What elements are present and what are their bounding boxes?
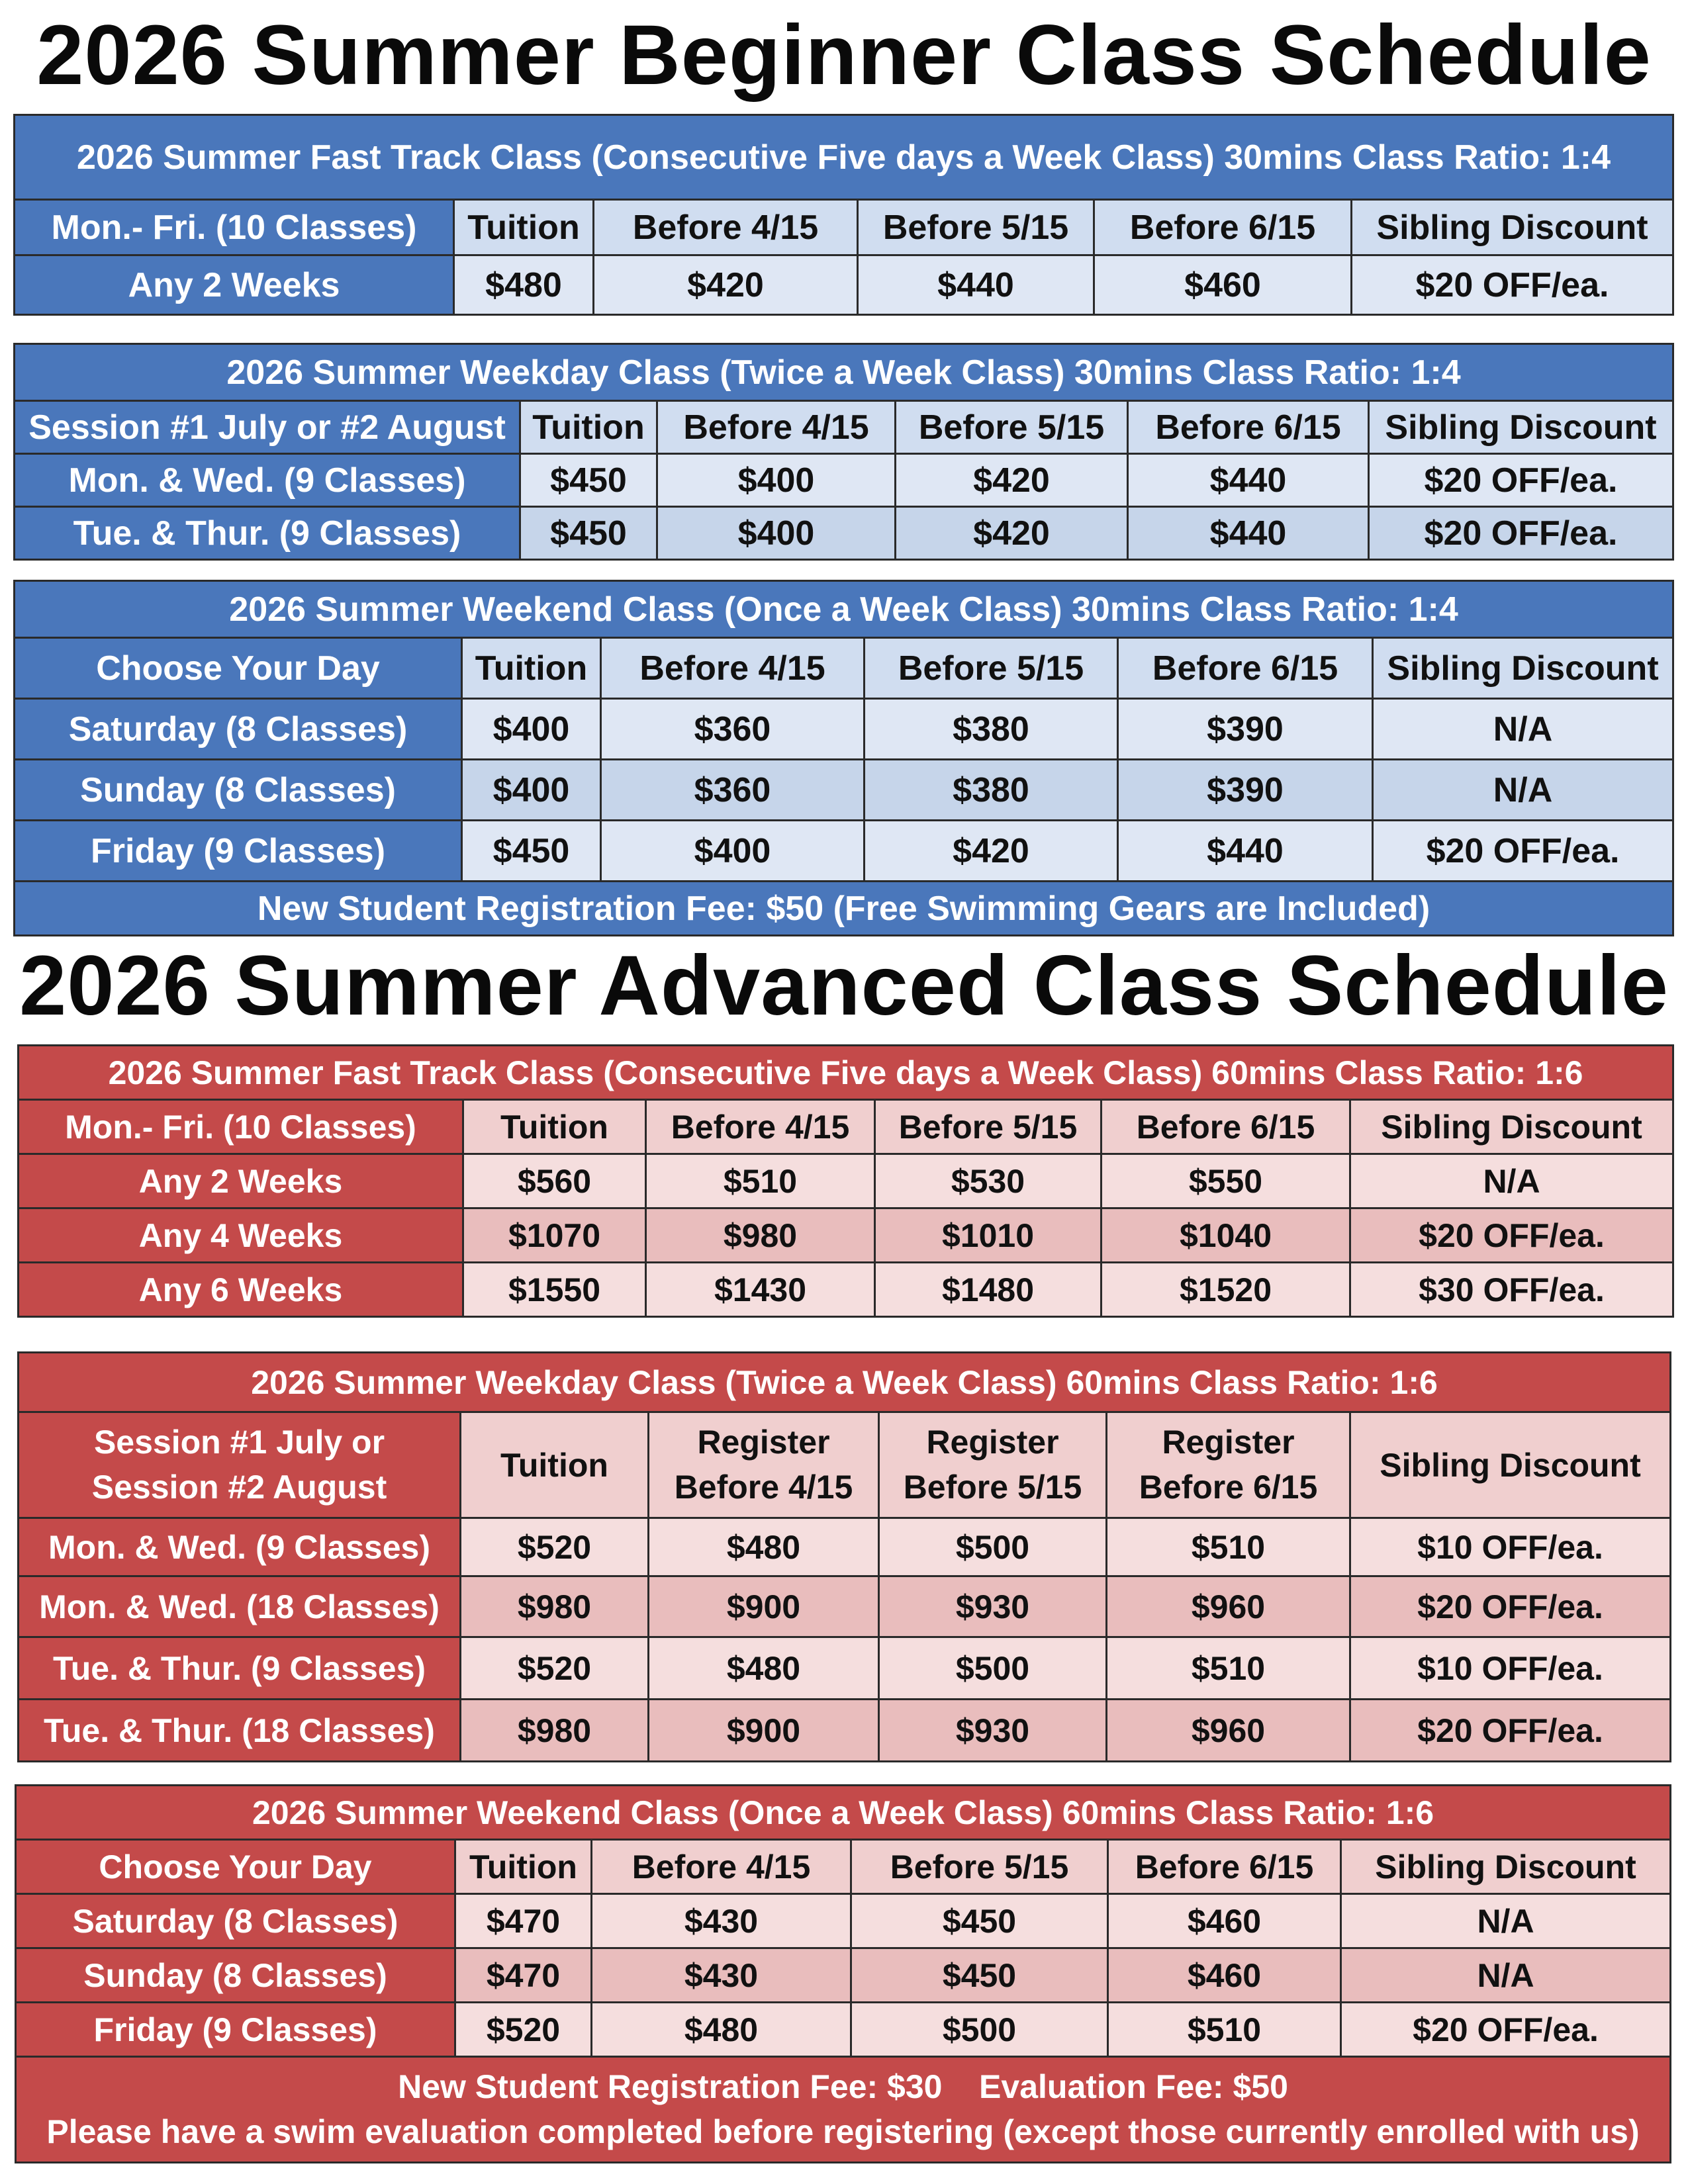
table-cell: $20 OFF/ea. <box>1350 1208 1673 1263</box>
row-label: Mon. & Wed. (9 Classes) <box>15 454 520 507</box>
table-cell: $1070 <box>463 1208 646 1263</box>
table-cell: $30 OFF/ea. <box>1350 1263 1673 1317</box>
table-cell: N/A <box>1341 1894 1671 1948</box>
column-header: Sibling Discount <box>1369 401 1673 454</box>
table-row <box>15 760 1673 821</box>
column-header-line: Before 5/15 <box>903 1468 1082 1506</box>
column-header: Before 5/15 <box>865 638 1118 699</box>
table-cell: $930 <box>879 1576 1107 1637</box>
column-header: Tuition <box>454 200 594 255</box>
table-cell: $430 <box>592 1894 851 1948</box>
table-cell: $980 <box>461 1576 649 1637</box>
column-header: Before 6/15 <box>1118 638 1373 699</box>
row-label: Mon. & Wed. (9 Classes) <box>19 1518 461 1576</box>
column-header-register <box>879 1412 1107 1518</box>
table-row <box>19 1700 1671 1762</box>
row-label: Sunday (8 Classes) <box>16 1948 455 2003</box>
table-cell: $400 <box>657 507 896 560</box>
table-row <box>15 699 1673 760</box>
table-cell: $360 <box>601 699 865 760</box>
table-cell: $450 <box>851 1948 1108 2003</box>
table-cell: $380 <box>865 699 1118 760</box>
table-header: 2026 Summer Weekend Class (Once a Week Class) 60mins Class Ratio: 1:6 <box>16 1786 1671 1840</box>
column-header: Tuition <box>462 638 601 699</box>
table-cell: $1550 <box>463 1263 646 1317</box>
column-header: Mon.- Fri. (10 Classes) <box>15 200 454 255</box>
column-header: Before 6/15 <box>1102 1100 1350 1154</box>
column-header: Before 4/15 <box>592 1840 851 1894</box>
table-cell: $360 <box>601 760 865 821</box>
column-header: Before 4/15 <box>594 200 858 255</box>
table-cell: $440 <box>1118 821 1373 882</box>
table-cell: $500 <box>879 1637 1107 1700</box>
table-cell: $1010 <box>875 1208 1102 1263</box>
table-row <box>15 454 1673 507</box>
table-cell: $440 <box>1128 507 1369 560</box>
advanced-weekend-table <box>15 1784 1671 2163</box>
table-cell: $450 <box>462 821 601 882</box>
table-header: 2026 Summer Weekend Class (Once a Week Class) 30mins Class Ratio: 1:4 <box>15 581 1673 638</box>
table-cell: $1520 <box>1102 1263 1350 1317</box>
table-cell: $900 <box>649 1700 879 1762</box>
column-header-line: Before 6/15 <box>1139 1468 1318 1506</box>
table-row <box>19 1208 1673 1263</box>
table-cell: $20 OFF/ea. <box>1369 454 1673 507</box>
column-header-line: Session #2 August <box>91 1468 387 1506</box>
column-header: Sibling Discount <box>1373 638 1673 699</box>
table-cell: $560 <box>463 1154 646 1208</box>
table-cell: $480 <box>649 1637 879 1700</box>
row-label: Friday (9 Classes) <box>16 2003 455 2057</box>
beginner-fast-track-table <box>13 114 1674 316</box>
table-cell: $420 <box>896 507 1128 560</box>
column-header: Sibling Discount <box>1352 200 1673 255</box>
column-header: Sibling Discount <box>1350 1100 1673 1154</box>
table-cell: $550 <box>1102 1154 1350 1208</box>
table-footer: New Student Registration Fee: $50 (Free Swimming Gears are Included) <box>15 882 1673 936</box>
table-cell: $390 <box>1118 760 1373 821</box>
table-header: 2026 Summer Weekday Class (Twice a Week Class) 60mins Class Ratio: 1:6 <box>19 1353 1671 1412</box>
column-header: Tuition <box>520 401 657 454</box>
footer-fees: New Student Registration Fee: $30 Evaluation Fee: $50 <box>398 2068 1288 2105</box>
table-cell: N/A <box>1341 1948 1671 2003</box>
table-cell: $460 <box>1094 255 1352 315</box>
table-cell: $500 <box>851 2003 1108 2057</box>
column-header-register <box>1107 1412 1350 1518</box>
table-cell: $420 <box>896 454 1128 507</box>
table-cell: $10 OFF/ea. <box>1350 1637 1671 1700</box>
table-cell: $470 <box>455 1948 592 2003</box>
row-label: Saturday (8 Classes) <box>16 1894 455 1948</box>
column-header: Tuition <box>455 1840 592 1894</box>
table-cell: $510 <box>1107 1637 1350 1700</box>
column-header-line: Before 4/15 <box>674 1468 853 1506</box>
table-cell: $520 <box>461 1637 649 1700</box>
table-cell: $390 <box>1118 699 1373 760</box>
column-header: Before 6/15 <box>1094 200 1352 255</box>
beginner-weekend-table <box>13 580 1674 936</box>
row-label: Any 6 Weeks <box>19 1263 463 1317</box>
row-label: Tue. & Thur. (9 Classes) <box>15 507 520 560</box>
table-cell: N/A <box>1373 760 1673 821</box>
table-cell: $510 <box>1107 1518 1350 1576</box>
column-header: Before 4/15 <box>601 638 865 699</box>
column-header: Before 5/15 <box>858 200 1094 255</box>
table-cell: $1040 <box>1102 1208 1350 1263</box>
table-row <box>19 1518 1671 1576</box>
table-footer <box>16 2057 1671 2163</box>
row-label: Tue. & Thur. (9 Classes) <box>19 1637 461 1700</box>
table-cell: $400 <box>657 454 896 507</box>
row-label: Sunday (8 Classes) <box>15 760 462 821</box>
table-cell: $480 <box>592 2003 851 2057</box>
row-label: Friday (9 Classes) <box>15 821 462 882</box>
column-header: Tuition <box>463 1100 646 1154</box>
column-header: Before 5/15 <box>875 1100 1102 1154</box>
table-cell: $440 <box>1128 454 1369 507</box>
beginner-title: 2026 Summer Beginner Class Schedule <box>36 8 1652 103</box>
table-cell: $470 <box>455 1894 592 1948</box>
table-cell: $960 <box>1107 1700 1350 1762</box>
table-cell: $1480 <box>875 1263 1102 1317</box>
advanced-weekday-table <box>17 1351 1671 1762</box>
table-cell: $510 <box>646 1154 875 1208</box>
column-header: Before 4/15 <box>646 1100 875 1154</box>
table-cell: $1430 <box>646 1263 875 1317</box>
row-label: Saturday (8 Classes) <box>15 699 462 760</box>
table-row <box>19 1154 1673 1208</box>
table-cell: $980 <box>646 1208 875 1263</box>
column-header-register <box>649 1412 879 1518</box>
table-cell: $400 <box>601 821 865 882</box>
table-cell: $10 OFF/ea. <box>1350 1518 1671 1576</box>
table-row <box>16 1894 1671 1948</box>
table-row <box>15 821 1673 882</box>
table-cell: $20 OFF/ea. <box>1350 1576 1671 1637</box>
table-row <box>16 1948 1671 2003</box>
table-cell: $400 <box>462 699 601 760</box>
column-header: Choose Your Day <box>16 1840 455 1894</box>
row-label: Any 2 Weeks <box>19 1154 463 1208</box>
column-header: Before 6/15 <box>1108 1840 1341 1894</box>
table-cell: $380 <box>865 760 1118 821</box>
table-cell: $400 <box>462 760 601 821</box>
table-row <box>19 1576 1671 1637</box>
table-header: 2026 Summer Fast Track Class (Consecutive Five days a Week Class) 60mins Class Ratio: 1:6 <box>19 1046 1673 1100</box>
column-header-line: Register <box>697 1424 830 1461</box>
table-cell: $480 <box>454 255 594 315</box>
row-label: Any 2 Weeks <box>15 255 454 315</box>
column-header: Sibling Discount <box>1350 1412 1671 1518</box>
advanced-fast-track-table <box>17 1044 1674 1318</box>
table-cell: $480 <box>649 1518 879 1576</box>
table-header: 2026 Summer Fast Track Class (Consecutive Five days a Week Class) 30mins Class Ratio: 1:4 <box>15 115 1673 200</box>
column-header-session <box>19 1412 461 1518</box>
table-cell: $980 <box>461 1700 649 1762</box>
table-cell: $450 <box>520 507 657 560</box>
row-label: Mon. & Wed. (18 Classes) <box>19 1576 461 1637</box>
table-cell: $20 OFF/ea. <box>1350 1700 1671 1762</box>
table-cell: $20 OFF/ea. <box>1341 2003 1671 2057</box>
column-header: Before 6/15 <box>1128 401 1369 454</box>
column-header: Mon.- Fri. (10 Classes) <box>19 1100 463 1154</box>
table-cell: $960 <box>1107 1576 1350 1637</box>
table-cell: $900 <box>649 1576 879 1637</box>
table-header: 2026 Summer Weekday Class (Twice a Week Class) 30mins Class Ratio: 1:4 <box>15 344 1673 401</box>
table-cell: $20 OFF/ea. <box>1352 255 1673 315</box>
table-row <box>19 1637 1671 1700</box>
table-cell: $520 <box>461 1518 649 1576</box>
footer-note: Please have a swim evaluation completed before registering (except those currently enrolled with us) <box>46 2113 1640 2150</box>
table-cell: $460 <box>1108 1948 1341 2003</box>
table-row <box>15 255 1673 315</box>
table-cell: N/A <box>1350 1154 1673 1208</box>
table-row <box>19 1263 1673 1317</box>
table-cell: $930 <box>879 1700 1107 1762</box>
table-row <box>15 507 1673 560</box>
table-cell: $420 <box>594 255 858 315</box>
row-label: Tue. & Thur. (18 Classes) <box>19 1700 461 1762</box>
table-cell: $450 <box>520 454 657 507</box>
table-cell: $20 OFF/ea. <box>1373 821 1673 882</box>
table-cell: $430 <box>592 1948 851 2003</box>
table-row <box>16 2003 1671 2057</box>
column-header: Session #1 July or #2 August <box>15 401 520 454</box>
table-cell: $20 OFF/ea. <box>1369 507 1673 560</box>
row-label: Any 4 Weeks <box>19 1208 463 1263</box>
table-cell: $440 <box>858 255 1094 315</box>
column-header-line: Session #1 July or <box>93 1424 385 1461</box>
column-header: Before 4/15 <box>657 401 896 454</box>
table-cell: $450 <box>851 1894 1108 1948</box>
column-header: Before 5/15 <box>896 401 1128 454</box>
table-cell: $500 <box>879 1518 1107 1576</box>
beginner-weekday-table <box>13 343 1674 561</box>
table-cell: $530 <box>875 1154 1102 1208</box>
column-header: Tuition <box>461 1412 649 1518</box>
table-cell: $460 <box>1108 1894 1341 1948</box>
column-header: Sibling Discount <box>1341 1840 1671 1894</box>
column-header: Before 5/15 <box>851 1840 1108 1894</box>
column-header-line: Register <box>1162 1424 1295 1461</box>
table-cell: $510 <box>1108 2003 1341 2057</box>
column-header: Choose Your Day <box>15 638 462 699</box>
advanced-title: 2026 Summer Advanced Class Schedule <box>19 938 1669 1033</box>
table-cell: $520 <box>455 2003 592 2057</box>
table-cell: N/A <box>1373 699 1673 760</box>
column-header-line: Register <box>926 1424 1059 1461</box>
table-cell: $420 <box>865 821 1118 882</box>
